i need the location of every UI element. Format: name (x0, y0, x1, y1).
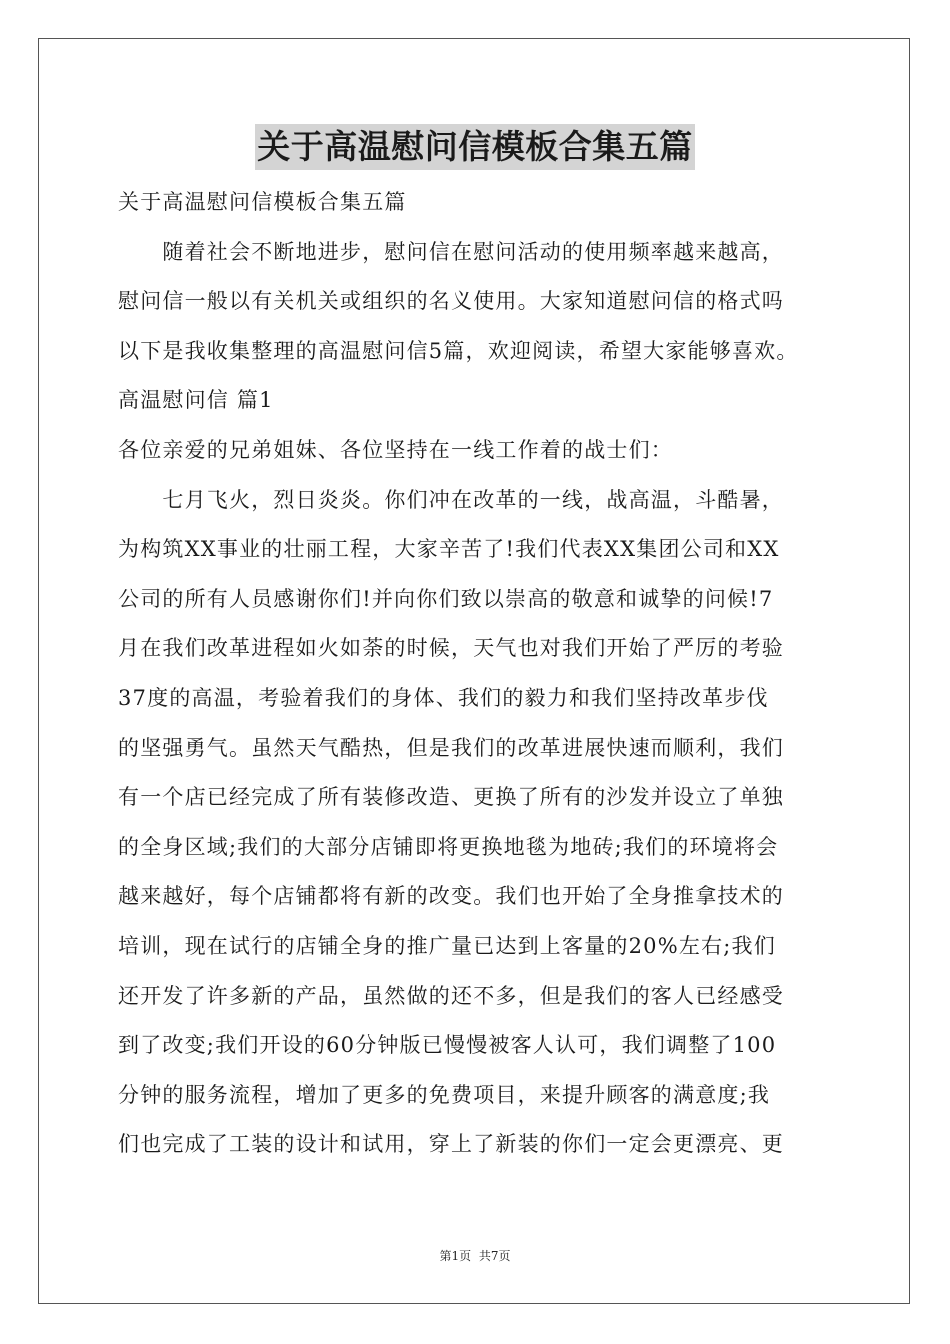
page-total: 共7页 (478, 1249, 511, 1263)
body-line: 以下是我收集整理的高温慰问信5篇，欢迎阅读，希望大家能够喜欢。 (118, 338, 799, 363)
body-line: 到了改变;我们开设的60分钟版已慢慢被客人认可，我们调整了100 (118, 1033, 777, 1058)
page-footer (0, 1247, 950, 1264)
body-line: 的坚强勇气。虽然天气酷热，但是我们的改革进展快速而顺利，我们 (118, 735, 784, 760)
body-line: 的全身区域;我们的大部分店铺即将更换地毯为地砖;我们的环境将会 (118, 834, 779, 859)
body-line: 月在我们改革进程如火如荼的时候，天气也对我们开始了严厉的考验 (118, 636, 784, 661)
body-line: 分钟的服务流程，增加了更多的免费项目，来提升顾客的满意度;我 (118, 1082, 771, 1107)
section-heading: 高温慰问信 篇1 (118, 388, 274, 413)
document-body (118, 178, 848, 1170)
body-line: 有一个店已经完成了所有装修改造、更换了所有的沙发并设立了单独 (118, 785, 784, 810)
salutation: 各位亲爱的兄弟姐妹、各位坚持在一线工作着的战士们： (118, 437, 673, 462)
title-container (0, 124, 950, 170)
page-number: 第1页 (439, 1249, 472, 1263)
body-line: 慰问信一般以有关机关或组织的名义使用。大家知道慰问信的格式吗 (118, 289, 784, 314)
body-line: 37度的高温，考验着我们的身体、我们的毅力和我们坚持改革步伐 (118, 685, 769, 710)
body-line: 们也完成了工装的设计和试用，穿上了新装的你们一定会更漂亮、更 (118, 1132, 784, 1157)
body-line: 随着社会不断地进步，慰问信在慰问活动的使用频率越来越高， (118, 239, 784, 264)
body-line: 培训，现在试行的店铺全身的推广量已达到上客量的20%左右;我们 (118, 933, 776, 958)
body-line: 七月飞火，烈日炎炎。你们冲在改革的一线，战高温，斗酷暑， (118, 487, 784, 512)
body-line: 越来越好，每个店铺都将有新的改变。我们也开始了全身推拿技术的 (118, 884, 784, 909)
body-line: 为构筑XX事业的壮丽工程，大家辛苦了!我们代表XX集团公司和XX (118, 537, 780, 562)
body-line: 公司的所有人员感谢你们!并向你们致以崇高的敬意和诚挚的问候!7 (118, 586, 774, 611)
document-title: 关于高温慰问信模板合集五篇 (255, 124, 695, 170)
body-line: 还开发了许多新的产品，虽然做的还不多，但是我们的客人已经感受 (118, 983, 784, 1008)
body-line: 关于高温慰问信模板合集五篇 (118, 190, 407, 214)
